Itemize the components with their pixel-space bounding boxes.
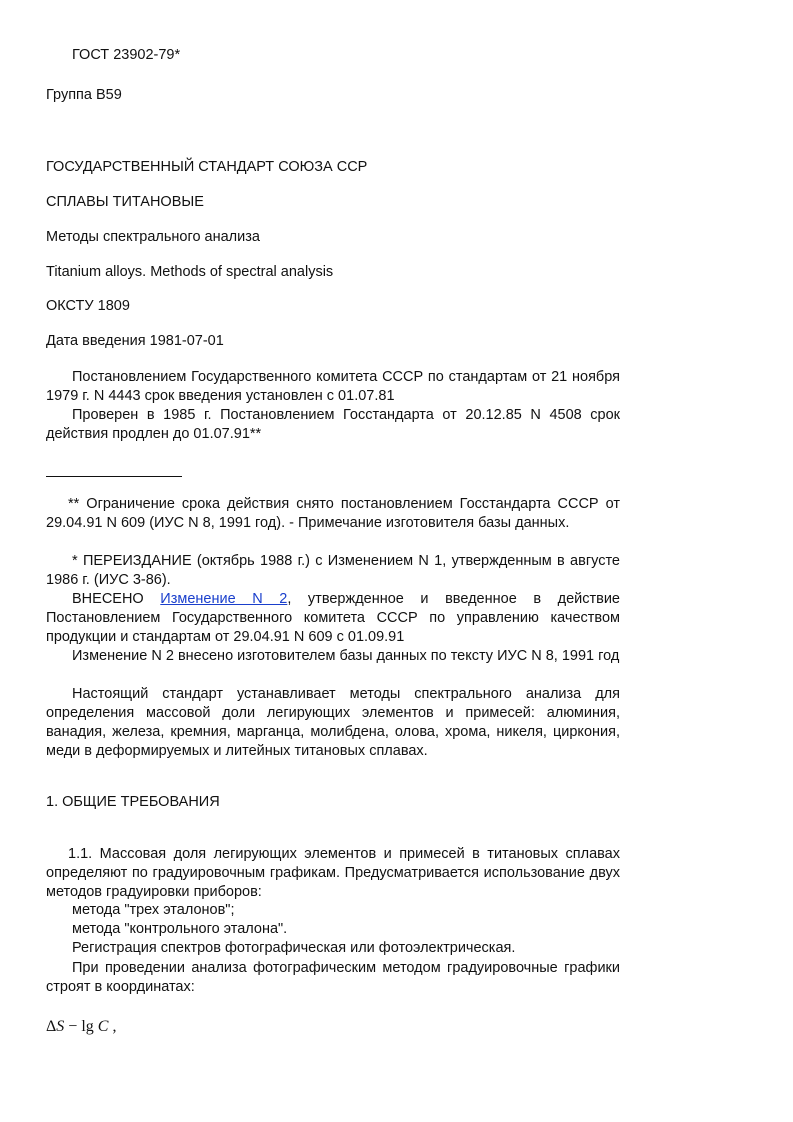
state-standard-heading: ГОСУДАРСТВЕННЫЙ СТАНДАРТ СОЮЗА ССР xyxy=(46,159,368,175)
registration-paragraph: Регистрация спектров фотографическая или фотоэлектрическая. xyxy=(72,940,516,956)
scope-paragraph: Настоящий стандарт устанавливает методы спектрального анализа для определения массовой доли легирующих элементов и примесей: алюминия, ванадия, железа, кремния, марганца, молибдена, олова, хрома, никеля, циркония, меди в деформируемых и литейных титановых сплавах. xyxy=(46,686,620,759)
document-subtitle: Методы спектрального анализа xyxy=(46,229,260,245)
method-control-standard: метода "контрольного эталона". xyxy=(72,921,288,937)
method-three-standards: метода "трех эталонов"; xyxy=(72,902,235,918)
document-title-english: Titanium alloys. Methods of spectral analysis xyxy=(46,264,334,280)
section-heading: 1. ОБЩИЕ ТРЕБОВАНИЯ xyxy=(46,794,220,810)
clause-1-1: 1.1. Массовая доля легирующих элементов и примесей в титановых сплавах определяют по градуировочным графикам. Предусматривается использование двух методов градуировки приборов: xyxy=(46,846,620,900)
photographic-method-paragraph: При проведении анализа фотографическим методом градуировочные графики строят в координатах: xyxy=(46,960,620,995)
footnote-divider xyxy=(46,476,182,477)
document-title: СПЛАВЫ ТИТАНОВЫЕ xyxy=(46,194,204,210)
gost-number: ГОСТ 23902-79* xyxy=(72,47,181,63)
amendment-link[interactable]: Изменение N 2 xyxy=(160,591,288,607)
okstu-code: ОКСТУ 1809 xyxy=(46,298,130,314)
footnote-term-limit: ** Ограничение срока действия снято постановлением Госстандарта СССР от 29.04.91 N 609 (ИУС N 8, 1991 год). - Примечание изготовителя базы данных. xyxy=(46,496,620,531)
group-code: Группа В59 xyxy=(46,87,122,103)
footnote-reissue: * ПЕРЕИЗДАНИЕ (октябрь 1988 г.) с Изменением N 1, утвержденным в августе 1986 г. (ИУС 3-86). xyxy=(46,553,620,588)
amendment-applied-note: Изменение N 2 внесено изготовителем базы данных по тексту ИУС N 8, 1991 год xyxy=(72,648,620,664)
coordinates-formula: ΔS − lg C , xyxy=(46,1018,117,1035)
intro-paragraph: Постановлением Государственного комитета СССР по стандартам от 21 ноября 1979 г. N 4443 срок введения установлен с 01.07.81 xyxy=(46,369,620,404)
introduction-date: Дата введения 1981-07-01 xyxy=(46,333,224,349)
revision-paragraph: Проверен в 1985 г. Постановлением Госстандарта от 20.12.85 N 4508 срок действия продлен до 01.07.91** xyxy=(46,407,620,442)
amendment-note: ВНЕСЕНО Изменение N 2, утвержденное и введенное в действие Постановлением Государственного комитета СССР по управлению качеством продукции и стандартам от 29.04.91 N 609 с 01.09.91 xyxy=(46,591,620,645)
